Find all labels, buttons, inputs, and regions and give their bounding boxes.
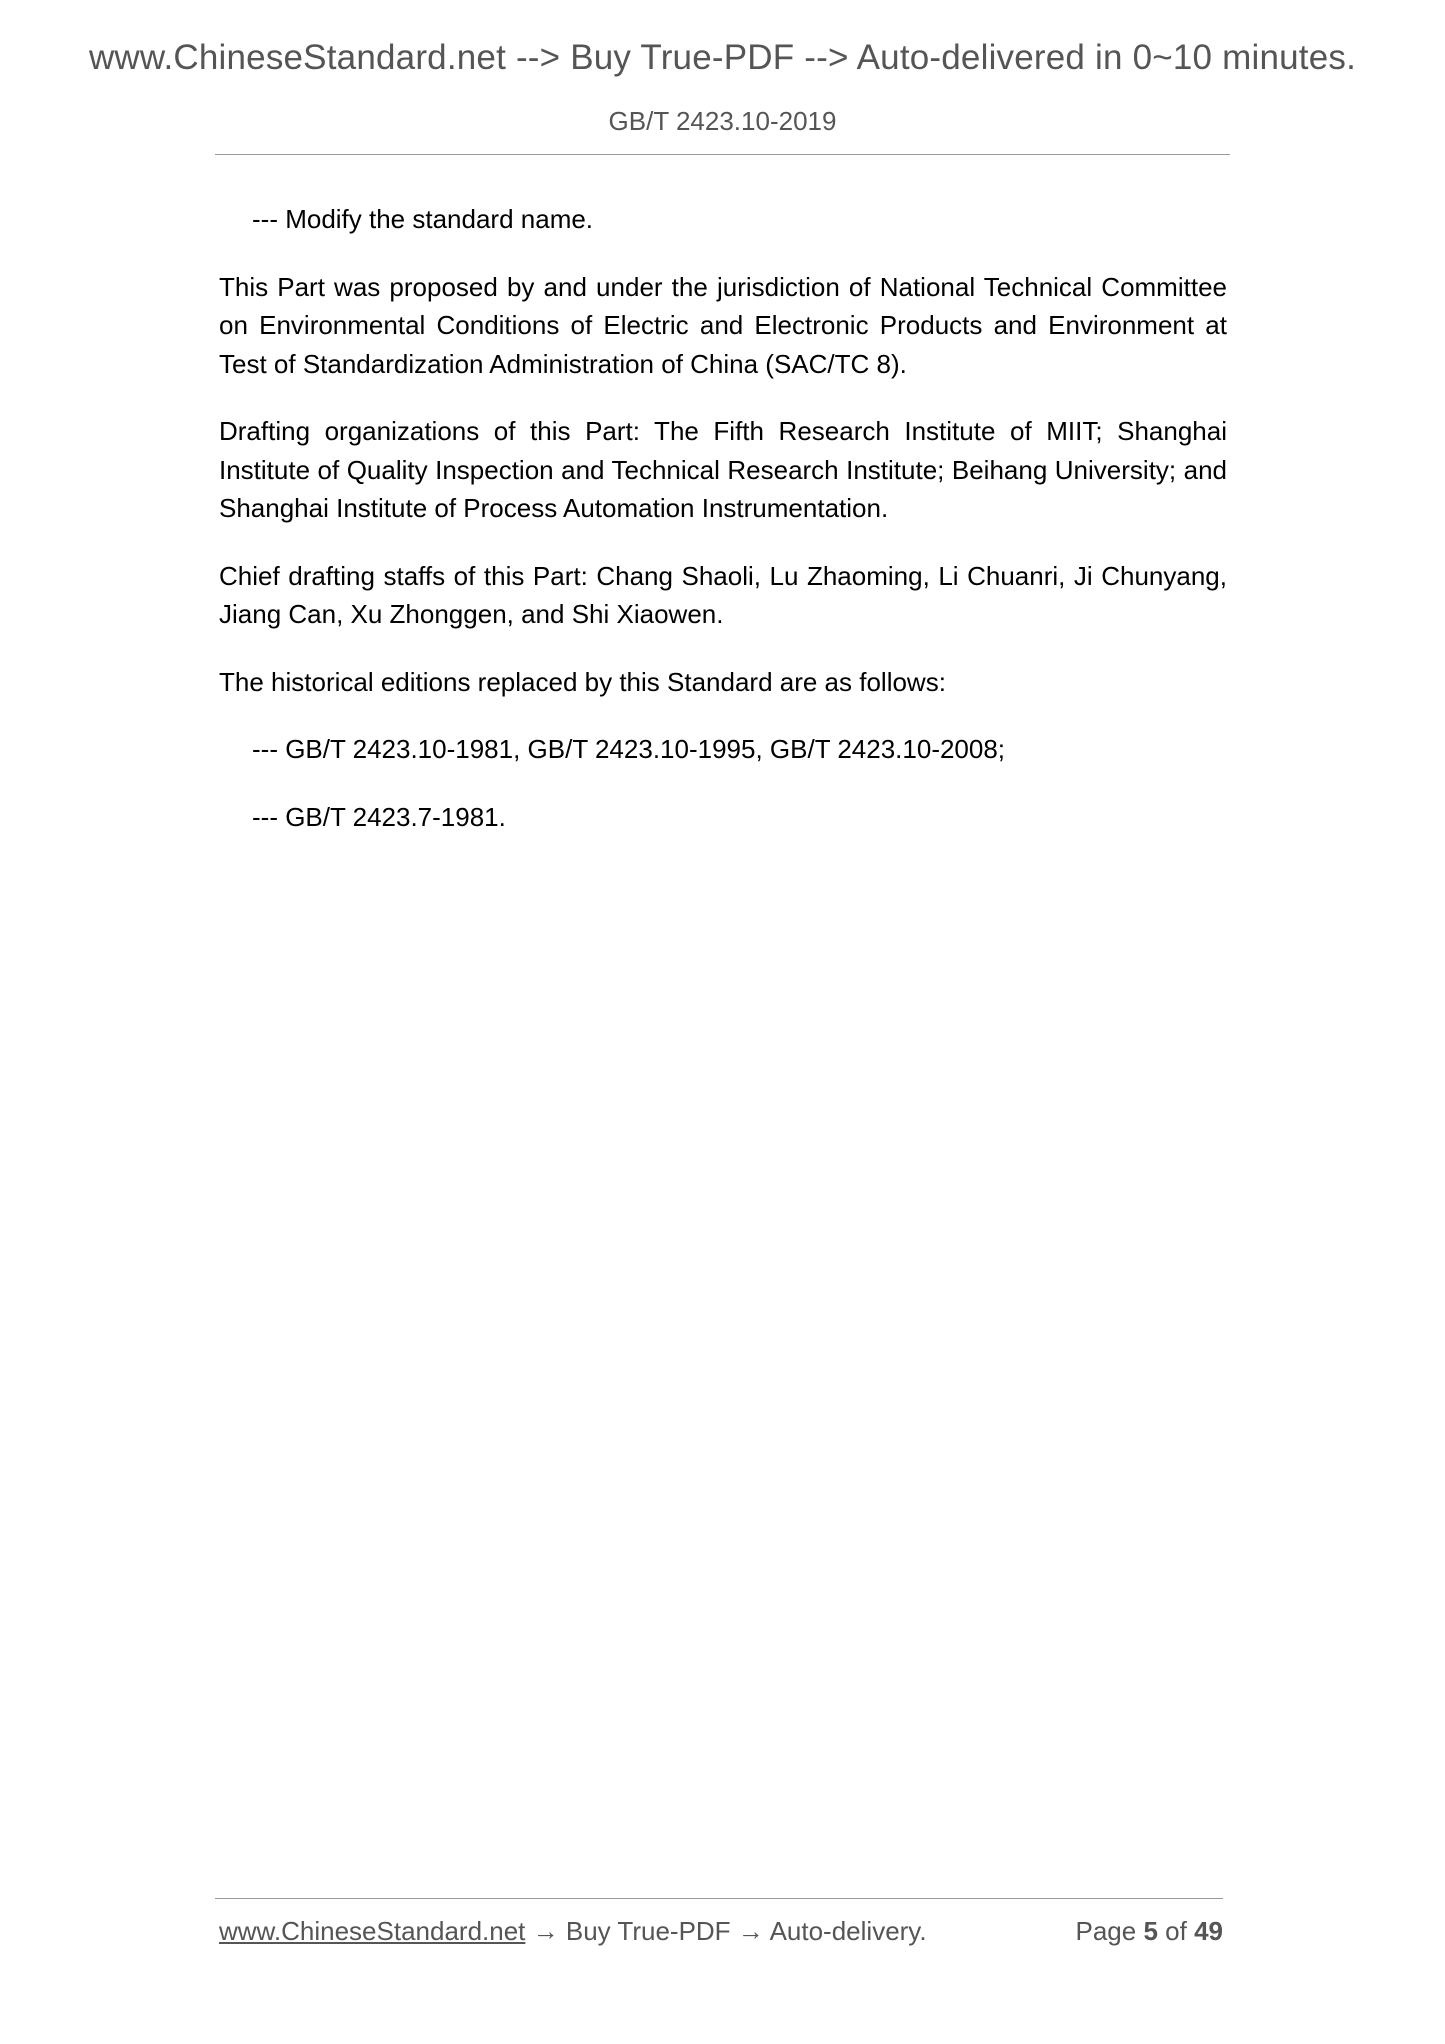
paragraph-historical-editions: The historical editions replaced by this Standard are as follows:	[219, 666, 946, 697]
page-number: 5	[1143, 1916, 1158, 1946]
document-code: GB/T 2423.10-2019	[608, 106, 837, 136]
page-indicator	[1075, 1916, 1223, 1947]
footer-delivery-info	[219, 1916, 927, 1947]
footer-site-link[interactable]: www.ChineseStandard.net	[219, 1916, 526, 1946]
paragraph-drafting-organizations: Drafting organizations of this Part: The Fifth Research Institute of MIIT; Shanghai Institute of Quality Inspection and Technical Research Institute; Beihang University; and Shanghai Institute of Process Automation Instrumentation.	[219, 416, 1227, 523]
footer-divider	[215, 1898, 1223, 1899]
list-item-editions-2: --- GB/T 2423.7-1981.	[252, 801, 506, 832]
page-total: 49	[1194, 1916, 1223, 1946]
header-divider	[215, 154, 1230, 155]
list-item-editions-1: --- GB/T 2423.10-1981, GB/T 2423.10-1995, GB/T 2423.10-2008;	[252, 734, 1006, 764]
footer-delivery-text: → Buy True-PDF → Auto-delivery.	[525, 1916, 927, 1946]
of-label: of	[1165, 1916, 1187, 1946]
top-banner: www.ChineseStandard.net --> Buy True-PDF --> Auto-delivered in 0~10 minutes.	[88, 38, 1357, 77]
paragraph-proposed-by: This Part was proposed by and under the jurisdiction of National Technical Committee on Environmental Conditions of Electric and Electronic Products and Environment at Test of Standardization Administration of China (SAC/TC 8).	[219, 271, 1227, 379]
page-content	[219, 200, 1227, 865]
page-label: Page	[1075, 1916, 1137, 1946]
paragraph-chief-drafting-staffs: Chief drafting staffs of this Part: Chang Shaoli, Lu Zhaoming, Li Chuanri, Ji Chunyang, Jiang Can, Xu Zhonggen, and Shi Xiaowen.	[219, 560, 1227, 629]
list-item-modify-name: --- Modify the standard name.	[252, 204, 594, 234]
